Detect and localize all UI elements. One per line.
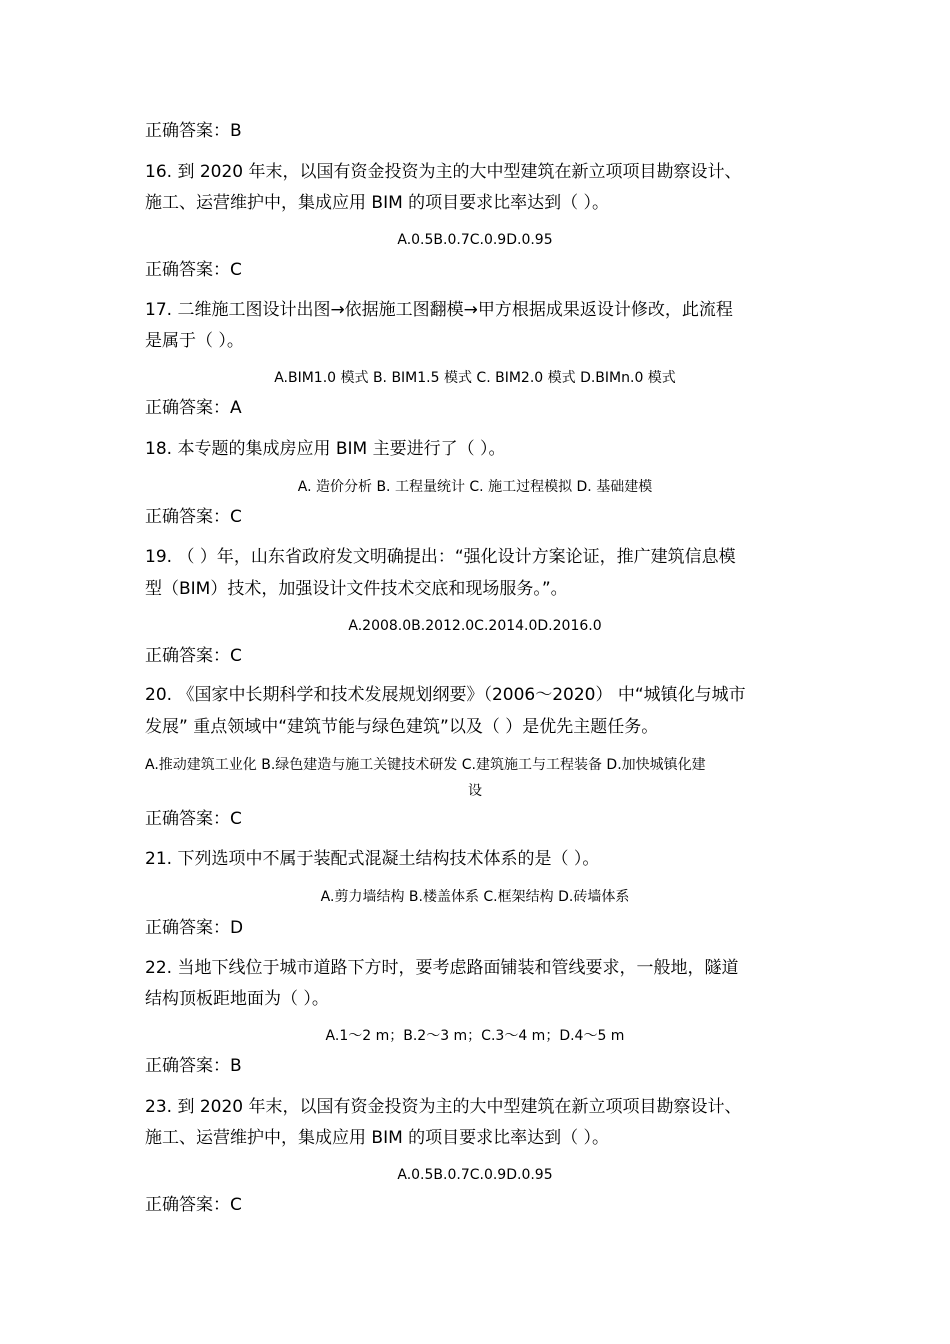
question-23-answer: 正确答案：C — [145, 1195, 242, 1215]
question-18-line-1: 18. 本专题的集成房应用 BIM 主要进行了（ ）。 — [145, 439, 506, 459]
question-17-answer: 正确答案：A — [145, 398, 242, 418]
question-19-options: A.2008.0B.2012.0C.2014.0D.2016.0 — [348, 618, 602, 634]
question-22-line-1: 22. 当地下线位于城市道路下方时，要考虑路面铺装和管线要求，一般地，隧道 — [145, 958, 739, 978]
question-20-options-continued: 设 — [468, 783, 482, 799]
question-16-line-2: 施工、运营维护中，集成应用 BIM 的项目要求比率达到（ ）。 — [145, 193, 610, 213]
question-19-answer: 正确答案：C — [145, 646, 242, 666]
question-17-line-2: 是属于（ ）。 — [145, 331, 244, 351]
question-20-options: A.推动建筑工业化 B.绿色建造与施工关键技术研发 C.建筑施工与工程装备 D.加快城镇化建 — [145, 757, 706, 773]
question-20-line-1: 20. 《国家中长期科学和技术发展规划纲要》（2006～2020） 中“城镇化与城市 — [145, 685, 746, 705]
question-18-answer: 正确答案：C — [145, 507, 242, 527]
question-16-answer: 正确答案：C — [145, 260, 242, 280]
question-23-line-2: 施工、运营维护中，集成应用 BIM 的项目要求比率达到（ ）。 — [145, 1128, 610, 1148]
question-20-line-2: 发展” 重点领域中“建筑节能与绿色建筑”以及（ ）是优先主题任务。 — [145, 717, 659, 737]
question-20-answer: 正确答案：C — [145, 809, 242, 829]
question-23-line-1: 23. 到 2020 年末，以国有资金投资为主的大中型建筑在新立项项目勘察设计、 — [145, 1097, 742, 1117]
question-22-line-2: 结构顶板距地面为（ ）。 — [145, 989, 329, 1009]
question-17-line-1: 17. 二维施工图设计出图→依据施工图翻模→甲方根据成果返设计修改，此流程 — [145, 300, 733, 320]
question-17-options: A.BIM1.0 模式 B. BIM1.5 模式 C. BIM2.0 模式 D.BIMn.0 模式 — [274, 370, 676, 386]
question-23-options: A.0.5B.0.7C.0.9D.0.95 — [397, 1167, 553, 1183]
question-21-options: A.剪力墙结构 B.楼盖体系 C.框架结构 D.砖墙体系 — [320, 889, 630, 905]
question-19-line-1: 19. （ ）年，山东省政府发文明确提出：“强化设计方案论证，推广建筑信息模 — [145, 547, 736, 567]
question-16-line-1: 16. 到 2020 年末，以国有资金投资为主的大中型建筑在新立项项目勘察设计、 — [145, 162, 742, 182]
question-21-line-1: 21. 下列选项中不属于装配式混凝土结构技术体系的是（ ）。 — [145, 849, 600, 869]
answer-line: 正确答案：B — [145, 121, 242, 141]
question-22-options: A.1～2 m；B.2～3 m；C.3～4 m；D.4～5 m — [325, 1028, 625, 1044]
question-22-answer: 正确答案：B — [145, 1056, 242, 1076]
question-16-options: A.0.5B.0.7C.0.9D.0.95 — [397, 232, 553, 248]
question-21-answer: 正确答案：D — [145, 918, 244, 938]
question-18-options: A. 造价分析 B. 工程量统计 C. 施工过程模拟 D. 基础建模 — [297, 479, 653, 495]
question-19-line-2: 型（BIM）技术，加强设计文件技术交底和现场服务。”。 — [145, 579, 568, 599]
